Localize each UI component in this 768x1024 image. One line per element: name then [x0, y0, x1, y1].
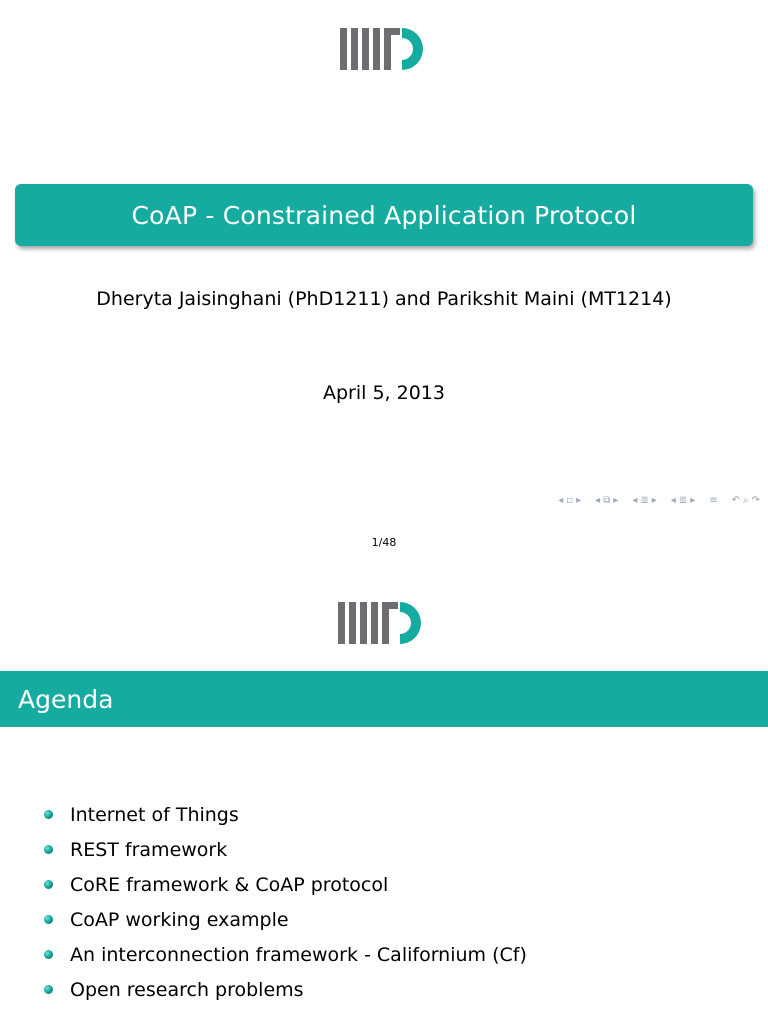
nav-back-icon[interactable]: ↶ — [731, 495, 740, 506]
nav-right-arrow-icon[interactable]: ▸ — [651, 495, 657, 506]
nav-subsection-icon[interactable]: ⧉ — [603, 495, 611, 506]
agenda-item-label: CoRE framework & CoAP protocol — [70, 873, 389, 896]
list-item — [44, 902, 527, 937]
nav-frame-icon[interactable]: ▫ — [566, 495, 574, 506]
iiitd-logo — [338, 602, 426, 644]
frame-title-bar — [0, 671, 768, 727]
nav-left-arrow-icon[interactable]: ◂ — [632, 495, 638, 506]
list-item — [44, 797, 527, 832]
bullet-icon — [44, 810, 53, 819]
nav-search-icon[interactable]: ⌕ — [743, 495, 749, 506]
agenda-item-label: CoAP working example — [70, 908, 289, 931]
agenda-item-label: An interconnection framework - Californium (Cf) — [70, 943, 527, 966]
nav-align-group[interactable] — [709, 495, 717, 506]
nav-frame-group[interactable] — [558, 495, 581, 506]
bullet-icon — [44, 880, 53, 889]
iiitd-logo — [340, 28, 428, 70]
nav-search-group[interactable] — [732, 495, 760, 506]
nav-left-arrow-icon[interactable]: ◂ — [595, 495, 601, 506]
nav-right-arrow-icon[interactable]: ▸ — [613, 495, 619, 506]
list-item — [44, 972, 527, 1007]
nav-section-group[interactable] — [632, 495, 656, 506]
page-number: 1/48 — [371, 536, 397, 549]
agenda-item-label: Open research problems — [70, 978, 304, 1001]
authors: Dheryta Jaisinghani (PhD1211) and Parikshit Maini (MT1214) — [96, 288, 672, 310]
nav-section-icon[interactable]: ≣ — [640, 495, 649, 506]
beamer-navigation-bar — [558, 495, 760, 506]
nav-left-arrow-icon[interactable]: ◂ — [558, 495, 564, 506]
bullet-icon — [44, 950, 53, 959]
nav-right-arrow-icon[interactable]: ▸ — [690, 495, 696, 506]
bullet-icon — [44, 845, 53, 854]
list-item — [44, 832, 527, 867]
nav-right-arrow-icon[interactable]: ▸ — [576, 495, 582, 506]
bullet-icon — [44, 915, 53, 924]
presentation-date: April 5, 2013 — [323, 382, 445, 404]
nav-subsection-list-group[interactable] — [671, 495, 695, 506]
agenda-item-label: Internet of Things — [70, 803, 239, 826]
slide-title: CoAP - Constrained Application Protocol — [131, 200, 637, 230]
list-item — [44, 937, 527, 972]
nav-subsection-group[interactable] — [595, 495, 618, 506]
nav-subsection-list-icon[interactable]: ≣ — [678, 495, 688, 506]
frame-title: Agenda — [18, 684, 114, 714]
bullet-icon — [44, 985, 53, 994]
nav-left-arrow-icon[interactable]: ◂ — [670, 495, 676, 506]
agenda-item-label: REST framework — [70, 838, 228, 861]
nav-forward-icon[interactable]: ↷ — [751, 495, 760, 506]
list-item — [44, 867, 527, 902]
title-box — [15, 184, 753, 246]
nav-align-icon[interactable]: ≡ — [709, 495, 718, 506]
agenda-list — [44, 797, 527, 1007]
